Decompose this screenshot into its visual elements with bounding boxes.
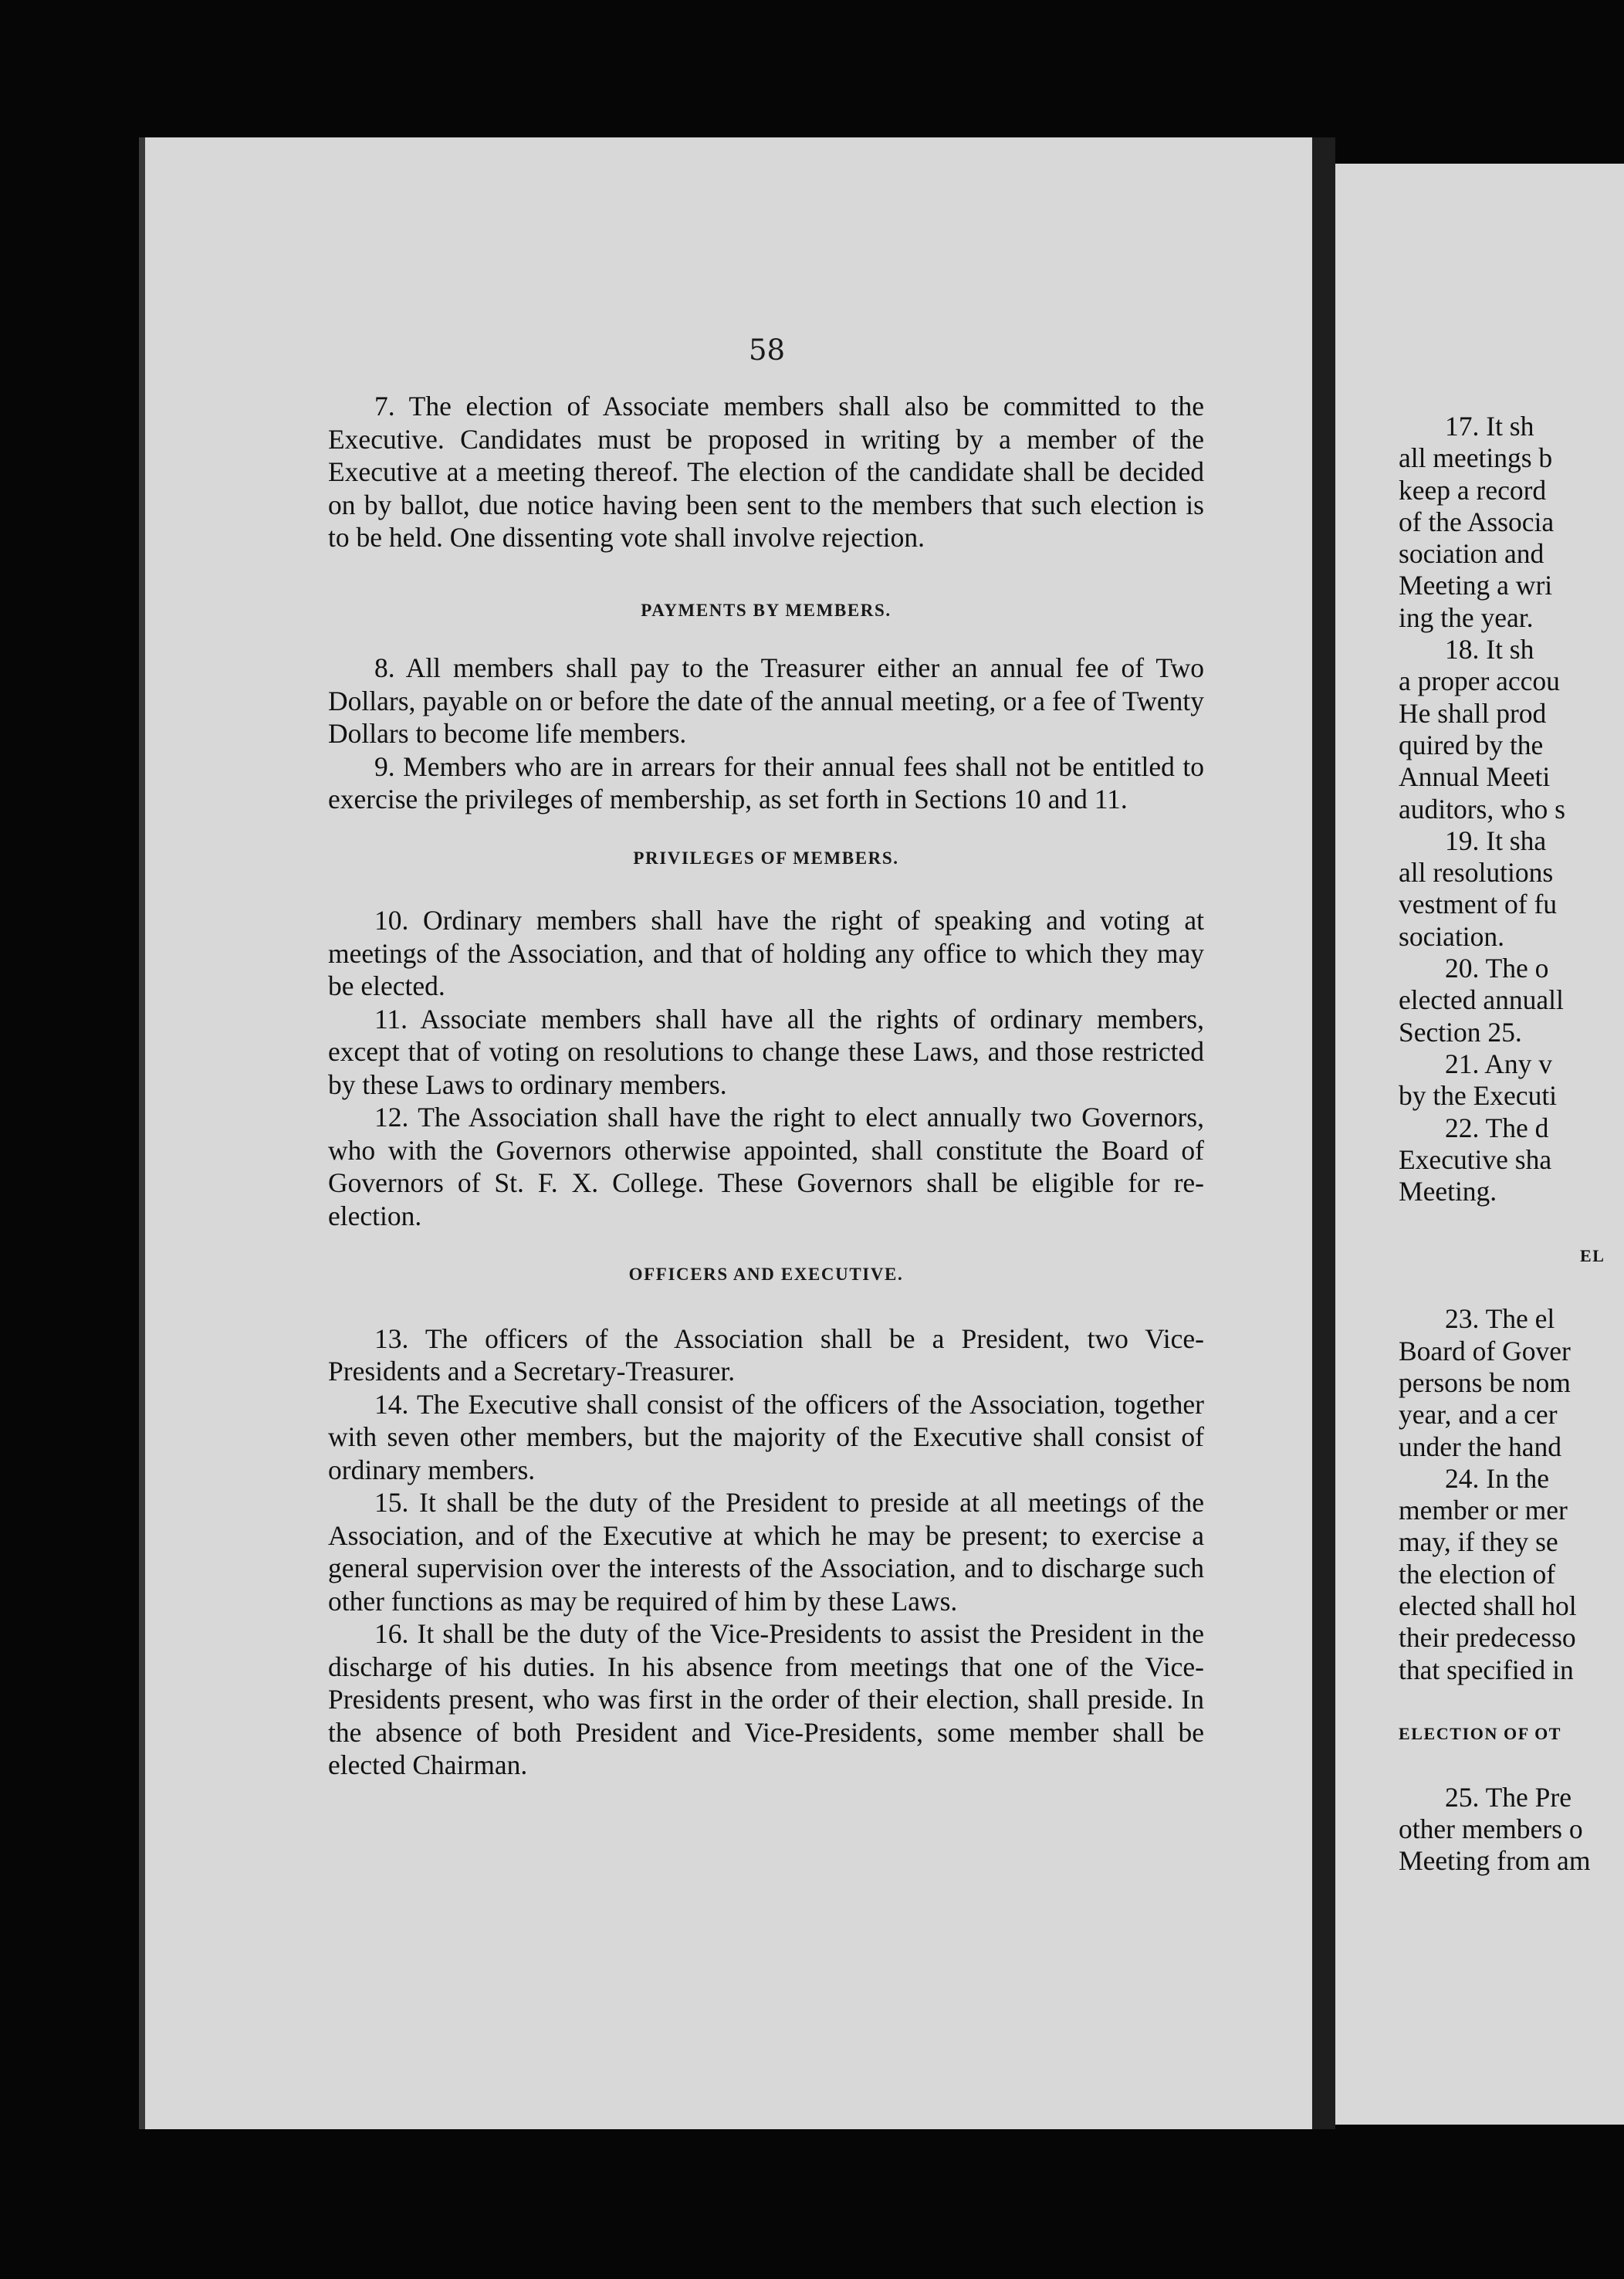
right-page-line: may, if they se (1399, 1526, 1558, 1558)
section-9-paragraph: 9. Members who are in arrears for their annual fees shall not be entitled to exercise the privileges of membership, as set forth in Sections 10 and 11. (328, 750, 1204, 814)
right-page-line: persons be nom (1399, 1366, 1571, 1398)
right-page-line: 18. It sh (1445, 634, 1534, 665)
right-page-line: elected shall hol (1399, 1590, 1577, 1621)
page-number: 58 (749, 334, 786, 367)
right-page-line: Executive sha (1399, 1143, 1552, 1175)
right-page-line: 20. The o (1445, 953, 1549, 984)
right-page-line: by the Executi (1399, 1080, 1558, 1112)
right-page-line: Meeting a wri (1399, 570, 1553, 601)
section-8-paragraph: 8. All members shall pay to the Treasurer either an annual fee of Two Dollars, payable on or before the date of the annual meeting, or a fee of Twenty Dollars to become life members. (328, 652, 1204, 749)
right-page-line: 24. In the (1445, 1462, 1550, 1494)
right-page-line: year, and a cer (1399, 1399, 1558, 1431)
right-page-line: quired by the (1399, 729, 1544, 760)
right-page-line: 22. The d (1445, 1112, 1549, 1143)
right-page-line: that specified in (1399, 1654, 1574, 1685)
heading-payments-by-members: PAYMENTS BY MEMBERS. (641, 600, 892, 620)
section-12-paragraph: 12. The Association shall have the right to elect annually two Governors, who with the Governors otherwise appointed, shall constitute the Board of Governors of St. F. X. College. These Governors shall be eligible for re-election. (328, 1102, 1204, 1231)
right-page-line: sociation and (1399, 538, 1544, 570)
book-gutter (1312, 137, 1335, 2129)
right-page-line: of the Associa (1399, 506, 1555, 537)
section-13-paragraph: 13. The officers of the Association shall be a President, two Vice-Presidents and a Secretary-Treasurer. (328, 1322, 1204, 1387)
right-page-line: vestment of fu (1399, 889, 1558, 920)
right-page-line: other members o (1399, 1813, 1583, 1845)
right-page-line: 25. The Pre (1445, 1781, 1572, 1813)
section-16-paragraph: 16. It shall be the duty of the Vice-Presidents to assist the President in the discharge of his duties. In his absence from meetings that one of the Vice-Presidents present, who was first in the order of their election, shall preside. In the absence of both President and Vice-Presidents, some member shall be elected Chairman. (328, 1618, 1204, 1780)
right-page-line: a proper accou (1399, 665, 1560, 697)
heading-privileges-of-members: PRIVILEGES OF MEMBERS. (633, 848, 899, 868)
right-page-line: Meeting from am (1399, 1845, 1591, 1877)
right-page-line: He shall prod (1399, 697, 1547, 729)
right-page-line (1399, 1686, 1624, 1718)
right-page-line (1399, 1272, 1624, 1303)
right-page-line: Section 25. (1399, 1016, 1522, 1048)
right-page-line: all meetings b (1399, 442, 1553, 474)
right-page-line: 23. The el (1445, 1303, 1555, 1335)
right-page-line: ing the year. (1399, 601, 1534, 633)
right-page-line: EL (1580, 1245, 1605, 1265)
right-page-line: 17. It sh (1445, 411, 1534, 442)
section-14-paragraph: 14. The Executive shall consist of the officers of the Association, together with seven other members, but the majority of the Executive shall consist of ordinary members. (328, 1388, 1204, 1485)
section-15-paragraph: 15. It shall be the duty of the President to preside at all meetings of the Association, and of the Executive at which he may be present; to exercise a general supervision over the interests of the Association, and to discharge such other functions as may be required of him by these Laws. (328, 1487, 1204, 1617)
right-page-line: Meeting. (1399, 1176, 1497, 1207)
section-7-paragraph: 7. The election of Associate members shall also be committed to the Executive. Candidates must be proposed in writing by a member of the Executive at a meeting thereof. The election of the candidate shall be decided on by ballot, due notice having been sent to the members that such election is to be held. One dissenting vote shall involve rejection. (328, 391, 1204, 553)
right-page-line: sociation. (1399, 920, 1505, 952)
right-page-line: 21. Any v (1445, 1048, 1553, 1079)
right-page-line: Board of Gover (1399, 1335, 1571, 1366)
right-page-line (1399, 1749, 1624, 1781)
left-page-text (328, 390, 1204, 1782)
right-page-line (1399, 1207, 1624, 1239)
right-page-line: 19. It sha (1445, 825, 1547, 856)
section-10-paragraph: 10. Ordinary members shall have the right of speaking and voting at meetings of the Association, and that of holding any office to which they may be elected. (328, 905, 1204, 1001)
right-page-line: all resolutions (1399, 857, 1554, 889)
right-page-line: under the hand (1399, 1431, 1561, 1462)
right-page-line: keep a record (1399, 474, 1547, 506)
section-11-paragraph: 11. Associate members shall have all the rights of ordinary members, except that of voting on resolutions to change these Laws, and those restricted by these Laws to ordinary members. (328, 1003, 1204, 1100)
right-page-line: member or mer (1399, 1495, 1568, 1526)
heading-officers-and-executive: OFFICERS AND EXECUTIVE. (628, 1265, 904, 1284)
right-page-line: elected annuall (1399, 984, 1564, 1016)
right-page-line: ELECTION OF OT (1399, 1724, 1562, 1744)
right-page-line: their predecesso (1399, 1622, 1576, 1654)
right-page-line: Annual Meeti (1399, 761, 1551, 793)
right-page-line: the election of (1399, 1558, 1556, 1590)
right-page-text (1399, 411, 1624, 1878)
right-page-line: auditors, who s (1399, 793, 1565, 825)
